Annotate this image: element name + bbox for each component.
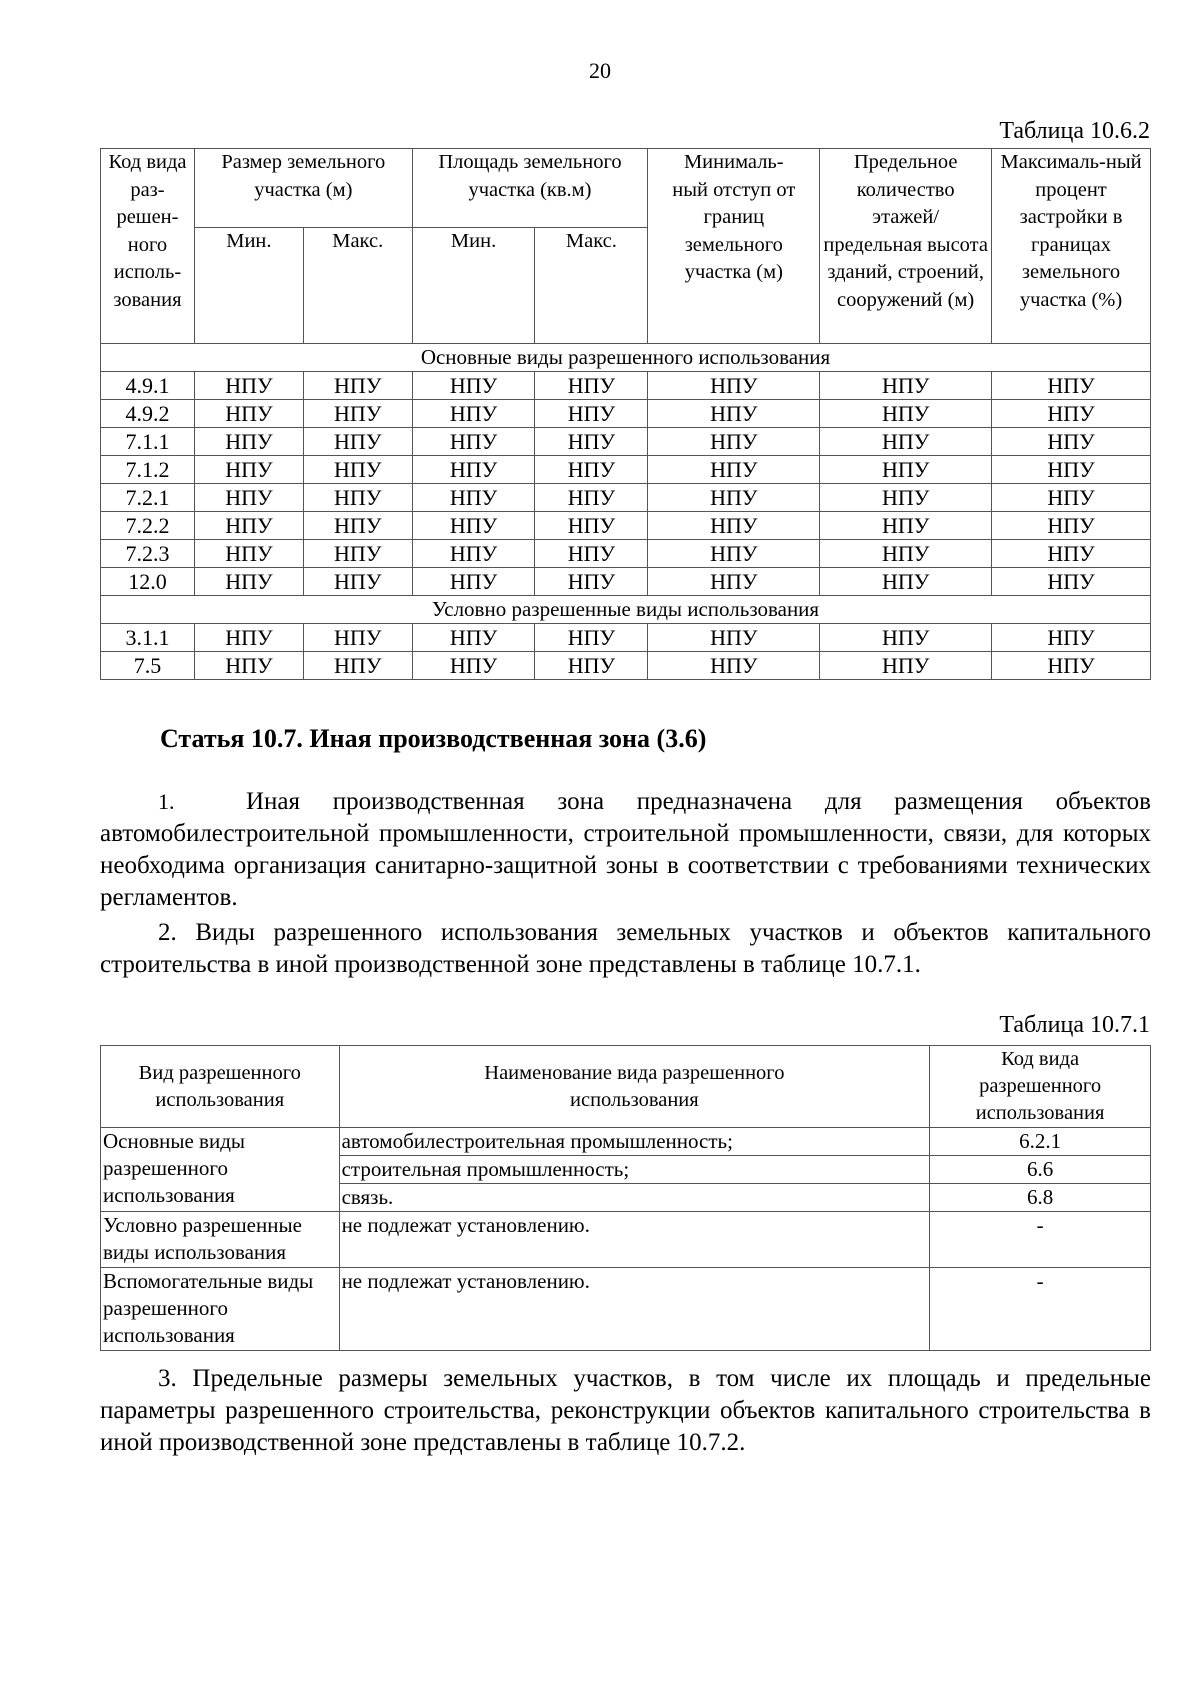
value-cell: НПУ <box>412 372 535 400</box>
value-cell: НПУ <box>303 428 412 456</box>
use-code: - <box>930 1268 1151 1351</box>
value-cell: НПУ <box>820 568 992 596</box>
section-header: Условно разрешенные виды использования <box>101 596 1151 624</box>
value-cell: НПУ <box>412 624 535 652</box>
value-cell: НПУ <box>820 484 992 512</box>
value-cell: НПУ <box>303 624 412 652</box>
value-cell: НПУ <box>992 484 1151 512</box>
value-cell: НПУ <box>194 372 303 400</box>
value-cell: НПУ <box>820 512 992 540</box>
header-area-max: Макс. <box>535 228 648 344</box>
use-code-cell: 7.2.1 <box>101 484 195 512</box>
value-cell: НПУ <box>303 540 412 568</box>
use-code-cell: 7.1.2 <box>101 456 195 484</box>
paragraph-1 <box>100 786 1151 914</box>
header-name: Наименование вида разрешенного использования <box>339 1046 930 1128</box>
value-cell: НПУ <box>194 512 303 540</box>
header-floors: Предельное количество этажей/ предельная высота зданий, строений, сооружений (м) <box>820 149 992 344</box>
use-name: не подлежат установлению. <box>339 1212 930 1268</box>
use-code-cell: 7.2.3 <box>101 540 195 568</box>
value-cell: НПУ <box>412 400 535 428</box>
paragraph-3 <box>100 1363 1151 1459</box>
value-cell: НПУ <box>820 652 992 680</box>
header-size-max: Макс. <box>303 228 412 344</box>
value-cell: НПУ <box>820 456 992 484</box>
value-cell: НПУ <box>820 372 992 400</box>
value-cell: НПУ <box>648 568 820 596</box>
parameters-table-body <box>101 344 1151 680</box>
value-cell: НПУ <box>820 540 992 568</box>
article-heading: Статья 10.7. Иная производственная зона (3.6) <box>160 724 707 753</box>
value-cell: НПУ <box>535 484 648 512</box>
header-area-min: Мин. <box>412 228 535 344</box>
table-row <box>101 372 1151 400</box>
table-row <box>101 456 1151 484</box>
use-code-cell: 4.9.2 <box>101 400 195 428</box>
parameters-table <box>100 148 1151 680</box>
table-row <box>101 624 1151 652</box>
header-size: Размер земельного участка (м) <box>194 149 412 228</box>
value-cell: НПУ <box>648 624 820 652</box>
value-cell: НПУ <box>992 568 1151 596</box>
use-code: 6.6 <box>930 1156 1151 1184</box>
paragraph-1-text: Иная производственная зона предназначена для размещения объектов автомобилестроительной промышленности, строительной промышленности, связи, для которых необходима организация санитарно-защитной зоны в соответствии с требованиями технических регламентов. <box>100 788 1151 911</box>
use-code-cell: 7.2.2 <box>101 512 195 540</box>
value-cell: НПУ <box>820 428 992 456</box>
value-cell: НПУ <box>535 428 648 456</box>
value-cell: НПУ <box>648 652 820 680</box>
table2-caption: Таблица 10.7.1 <box>999 1012 1150 1038</box>
header-coverage: Максималь-ный процент застройки в границах земельного участка (%) <box>992 149 1151 344</box>
table-row <box>101 652 1151 680</box>
use-code-cell: 4.9.1 <box>101 372 195 400</box>
value-cell: НПУ <box>535 456 648 484</box>
main-category-cell: Основные виды разрешенного использования <box>101 1128 340 1212</box>
use-code-cell: 12.0 <box>101 568 195 596</box>
value-cell: НПУ <box>194 456 303 484</box>
conditional-category-cell: Условно разрешенные виды использования <box>101 1212 340 1268</box>
value-cell: НПУ <box>303 456 412 484</box>
value-cell: НПУ <box>992 372 1151 400</box>
value-cell: НПУ <box>992 540 1151 568</box>
paragraph-2-text: Виды разрешенного использования земельных участков и объектов капитального строительства в иной производственной зоне представлены в таблице 10.7.1. <box>100 919 1152 978</box>
value-cell: НПУ <box>412 568 535 596</box>
value-cell: НПУ <box>535 372 648 400</box>
value-cell: НПУ <box>992 428 1151 456</box>
paragraph-1-number: 1. <box>158 789 175 814</box>
table-row <box>101 540 1151 568</box>
table-row <box>101 428 1151 456</box>
section-header: Основные виды разрешенного использования <box>101 344 1151 372</box>
value-cell: НПУ <box>820 624 992 652</box>
use-name: строительная промышленность; <box>339 1156 930 1184</box>
value-cell: НПУ <box>648 484 820 512</box>
value-cell: НПУ <box>648 512 820 540</box>
value-cell: НПУ <box>303 484 412 512</box>
table-row <box>101 512 1151 540</box>
permitted-use-table <box>100 1045 1151 1351</box>
value-cell: НПУ <box>412 484 535 512</box>
use-code: 6.2.1 <box>930 1128 1151 1156</box>
header-use-code: Код вида разрешенного использования <box>930 1046 1151 1128</box>
auxiliary-category-cell: Вспомогательные виды разрешенного использования <box>101 1268 340 1351</box>
table-row <box>101 568 1151 596</box>
value-cell: НПУ <box>992 624 1151 652</box>
paragraph-2-number: 2. <box>158 919 177 946</box>
value-cell: НПУ <box>992 456 1151 484</box>
value-cell: НПУ <box>194 484 303 512</box>
value-cell: НПУ <box>648 372 820 400</box>
use-name: связь. <box>339 1184 930 1212</box>
value-cell: НПУ <box>992 652 1151 680</box>
value-cell: НПУ <box>412 512 535 540</box>
value-cell: НПУ <box>535 400 648 428</box>
table1-caption: Таблица 10.6.2 <box>999 118 1150 144</box>
value-cell: НПУ <box>194 428 303 456</box>
use-name: не подлежат установлению. <box>339 1268 930 1351</box>
value-cell: НПУ <box>992 400 1151 428</box>
value-cell: НПУ <box>535 624 648 652</box>
value-cell: НПУ <box>194 400 303 428</box>
header-code: Код вида раз-решен-ного исполь-зования <box>101 149 195 344</box>
value-cell: НПУ <box>303 568 412 596</box>
use-code-cell: 7.5 <box>101 652 195 680</box>
header-area: Площадь земельного участка (кв.м) <box>412 149 648 228</box>
value-cell: НПУ <box>992 512 1151 540</box>
value-cell: НПУ <box>303 512 412 540</box>
value-cell: НПУ <box>194 624 303 652</box>
value-cell: НПУ <box>535 540 648 568</box>
header-setback: Минималь-ный отступ от границ земельного участка (м) <box>648 149 820 344</box>
paragraph-2 <box>100 917 1151 981</box>
page-number: 20 <box>589 58 611 83</box>
header-kind: Вид разрешенного использования <box>101 1046 340 1128</box>
value-cell: НПУ <box>648 428 820 456</box>
value-cell: НПУ <box>194 540 303 568</box>
use-code-cell: 3.1.1 <box>101 624 195 652</box>
value-cell: НПУ <box>535 568 648 596</box>
use-code-cell: 7.1.1 <box>101 428 195 456</box>
value-cell: НПУ <box>303 400 412 428</box>
value-cell: НПУ <box>535 652 648 680</box>
value-cell: НПУ <box>535 512 648 540</box>
use-code: 6.8 <box>930 1184 1151 1212</box>
value-cell: НПУ <box>820 400 992 428</box>
value-cell: НПУ <box>412 540 535 568</box>
table-row <box>101 484 1151 512</box>
value-cell: НПУ <box>412 456 535 484</box>
value-cell: НПУ <box>412 652 535 680</box>
use-code: - <box>930 1212 1151 1268</box>
value-cell: НПУ <box>412 428 535 456</box>
header-size-min: Мин. <box>194 228 303 344</box>
value-cell: НПУ <box>194 652 303 680</box>
value-cell: НПУ <box>303 372 412 400</box>
value-cell: НПУ <box>648 456 820 484</box>
value-cell: НПУ <box>303 652 412 680</box>
paragraph-3-text: Предельные размеры земельных участков, в том числе их площадь и предельные параметры разрешенного строительства, реконструкции объектов капитального строительства в иной производственной зоне представлены в таблице 10.7.2. <box>100 1365 1152 1456</box>
value-cell: НПУ <box>648 400 820 428</box>
value-cell: НПУ <box>648 540 820 568</box>
value-cell: НПУ <box>194 568 303 596</box>
paragraph-3-number: 3. <box>158 1365 177 1392</box>
use-name: автомобилестроительная промышленность; <box>339 1128 930 1156</box>
table-row <box>101 400 1151 428</box>
